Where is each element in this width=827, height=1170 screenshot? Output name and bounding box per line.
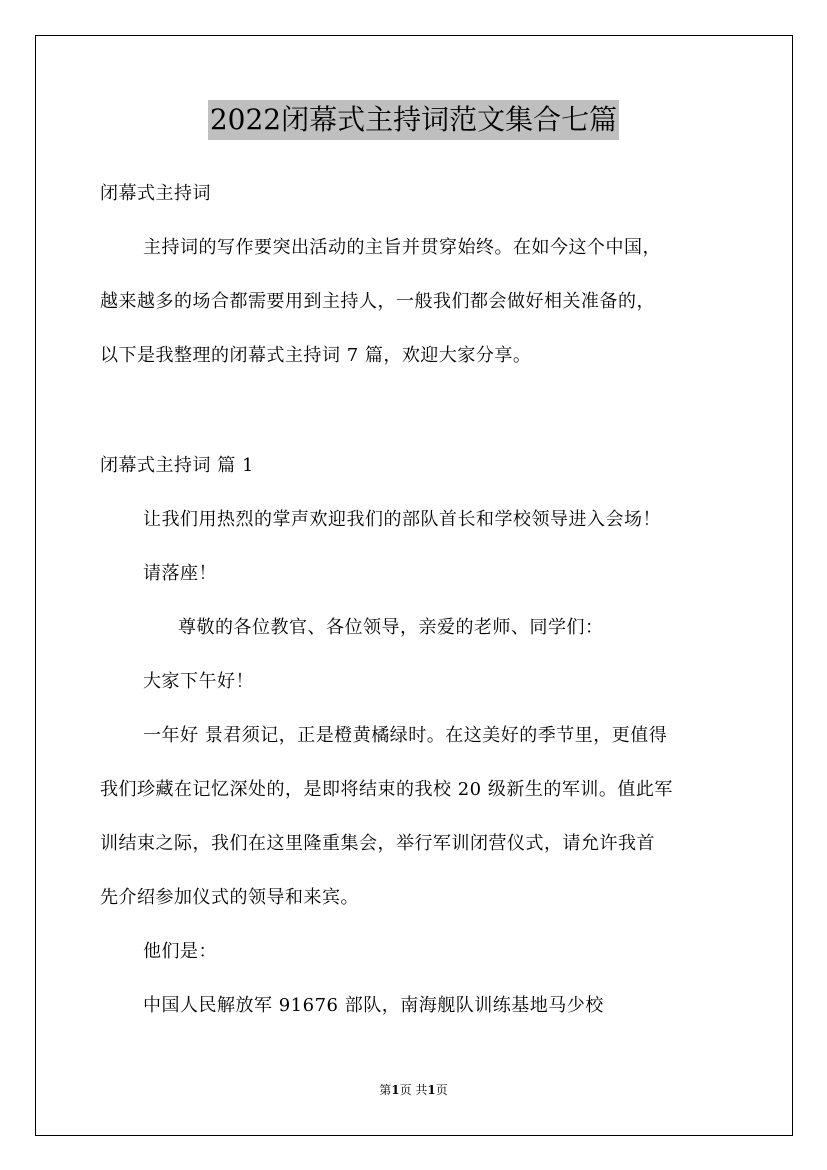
footer-page-current: 1 [391, 1083, 400, 1097]
paragraph-guest-1: 中国人民解放军 91676 部队，南海舰队训练基地马少校 [143, 995, 604, 1016]
paragraph-greeting: 大家下午好！ [143, 671, 254, 692]
paragraph-body-line-1: 一年好 景君须记，正是橙黄橘绿时。在这美好的季节里，更值得 [143, 725, 668, 746]
page-footer [0, 1082, 827, 1098]
footer-mid: 页 共 [399, 1083, 428, 1097]
intro-line-1: 主持词的写作要突出活动的主旨并贯穿始终。在如今这个中国， [143, 237, 661, 258]
footer-suffix: 页 [435, 1083, 448, 1097]
footer-prefix: 第 [379, 1083, 392, 1097]
footer-page-total: 1 [427, 1083, 436, 1097]
intro-line-2: 越来越多的场合都需要用到主持人，一般我们都会做好相关准备的， [100, 291, 655, 312]
paragraph-welcome: 让我们用热烈的掌声欢迎我们的部队首长和学校领导进入会场！ [143, 509, 661, 530]
section-heading: 闭幕式主持词 [100, 183, 211, 204]
paragraph-salutation: 尊敬的各位教官、各位领导，亲爱的老师、同学们： [178, 617, 604, 638]
paragraph-be-seated: 请落座！ [143, 563, 217, 584]
paragraph-they-are: 他们是： [143, 941, 217, 962]
title-container [0, 100, 827, 140]
intro-line-3: 以下是我整理的闭幕式主持词 7 篇，欢迎大家分享。 [100, 345, 532, 366]
document-title: 2022闭幕式主持词范文集合七篇 [208, 100, 619, 140]
paragraph-body-line-2: 我们珍藏在记忆深处的，是即将结束的我校 20 级新生的军训。值此军 [100, 779, 673, 800]
article-heading: 闭幕式主持词 篇 1 [100, 455, 254, 476]
paragraph-body-line-3: 训结束之际，我们在这里隆重集会，举行军训闭营仪式，请允许我首 [100, 833, 655, 854]
paragraph-body-line-4: 先介绍参加仪式的领导和来宾。 [100, 887, 359, 908]
